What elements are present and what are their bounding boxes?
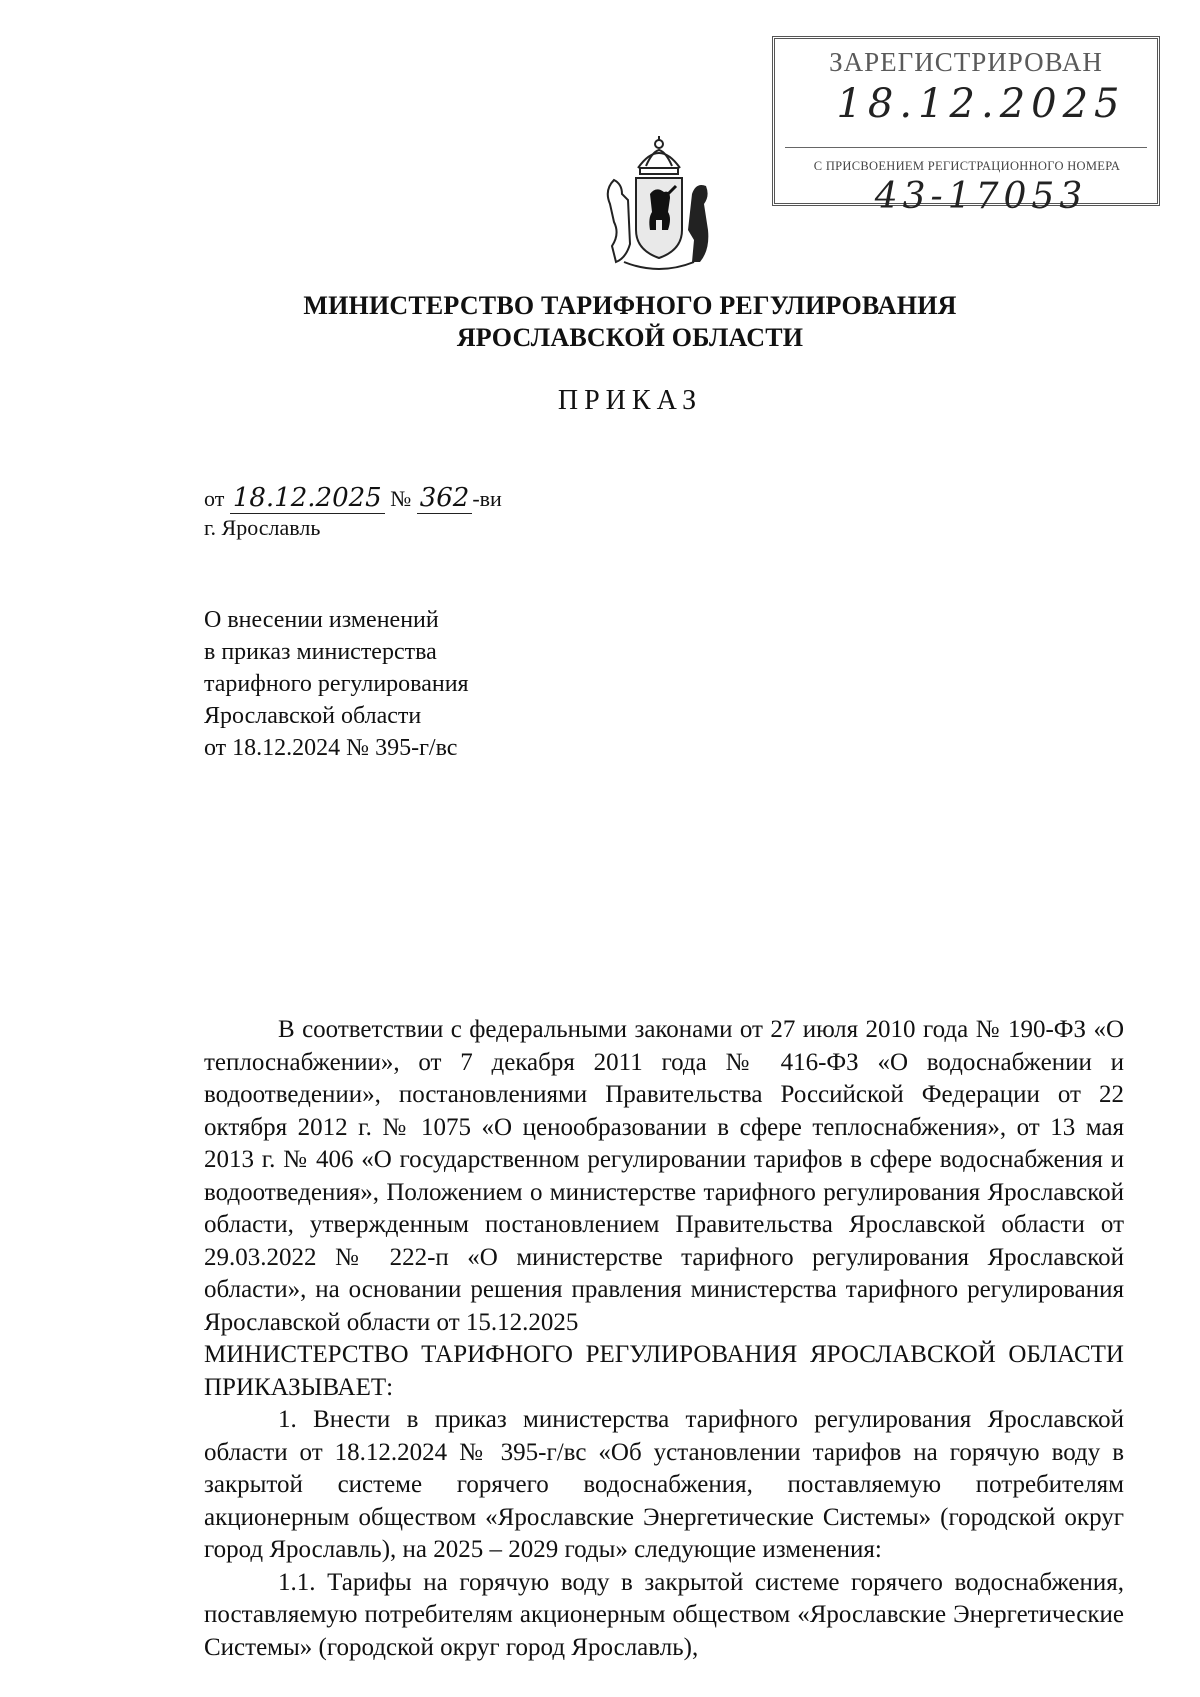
ministry-line-1: МИНИСТЕРСТВО ТАРИФНОГО РЕГУЛИРОВАНИЯ <box>303 291 957 320</box>
order-number-label: № <box>390 486 412 511</box>
decree-paragraph: МИНИСТЕРСТВО ТАРИФНОГО РЕГУЛИРОВАНИЯ ЯРОСЛАВСКОЙ ОБЛАСТИ ПРИКАЗЫВАЕТ: <box>204 1341 1124 1401</box>
ministry-line-2: ЯРОСЛАВСКОЙ ОБЛАСТИ <box>456 323 804 352</box>
order-number-suffix: -ви <box>472 486 502 511</box>
subject-line: Ярославской области <box>204 703 422 729</box>
stamp-title: ЗАРЕГИСТРИРОВАН <box>829 47 1103 77</box>
stamp-registration-number: 43-17053 <box>874 176 1088 217</box>
stamp-date: 18.12.2025 <box>836 81 1126 127</box>
subject-line: О внесении изменений <box>204 607 439 633</box>
ministry-heading <box>0 290 1200 354</box>
subject-line: от 18.12.2024 № 395-г/вс <box>204 735 458 761</box>
stamp-note: С ПРИСВОЕНИЕМ РЕГИСТРАЦИОННОГО НОМЕРА <box>813 159 1121 173</box>
order-date-number <box>204 483 502 513</box>
order-date: 18.12.2025 <box>230 483 385 514</box>
subject-line: тарифного регулирования <box>204 671 469 697</box>
subject-line: в приказ министерства <box>204 639 437 665</box>
item-1-1-paragraph: 1.1. Тарифы на горячую воду в закрытой системе горячего водоснабжения, поставляемую потребителям акционерным обществом «Ярославские Энергетические Системы» (городской округ город Ярославль), <box>204 1568 1124 1661</box>
coat-of-arms-icon <box>600 134 718 274</box>
order-city: г. Ярославль <box>204 515 321 540</box>
order-from-label: от <box>204 486 225 511</box>
order-subject <box>204 604 624 764</box>
item-1-paragraph: 1. Внести в приказ министерства тарифного регулирования Ярославской области от 18.12.2024 № 395-г/вс «Об установлении тарифов на горячую воду в закрытой системе горячего водоснабжения, поставляемую потребителям акционерным обществом «Ярославские Энергетические Системы» (городской округ город Ярославль), на 2025 – 2029 годы» следующие изменения: <box>204 1406 1124 1563</box>
registration-stamp <box>772 36 1160 217</box>
preamble-paragraph: В соответствии с федеральными законами от 27 июля 2010 года № 190-ФЗ «О теплоснабжении», от 7 декабря 2011 года № 416-ФЗ «О водоснабжении и водоотведении», постановлениями Правительства Российской Федерации от 22 октября 2012 г. № 1075 «О ценообразовании в сфере теплоснабжения», от 13 мая 2013 г. № 406 «О государственном регулировании тарифов в сфере водоснабжения и водоотведения», Положением о министерстве тарифного регулирования Ярославской области, утвержденным постановлением Правительства Ярославской области от 29.03.2022 № 222-п «О министерстве тарифного регулирования Ярославской области», на основании решения правления министерства тарифного регулирования Ярославской области от 15.12.2025 <box>204 1016 1124 1336</box>
document-type: ПРИКАЗ <box>557 385 703 416</box>
stamp-divider <box>785 147 1147 148</box>
order-number: 362 <box>417 483 473 514</box>
order-body <box>204 1014 1124 1664</box>
